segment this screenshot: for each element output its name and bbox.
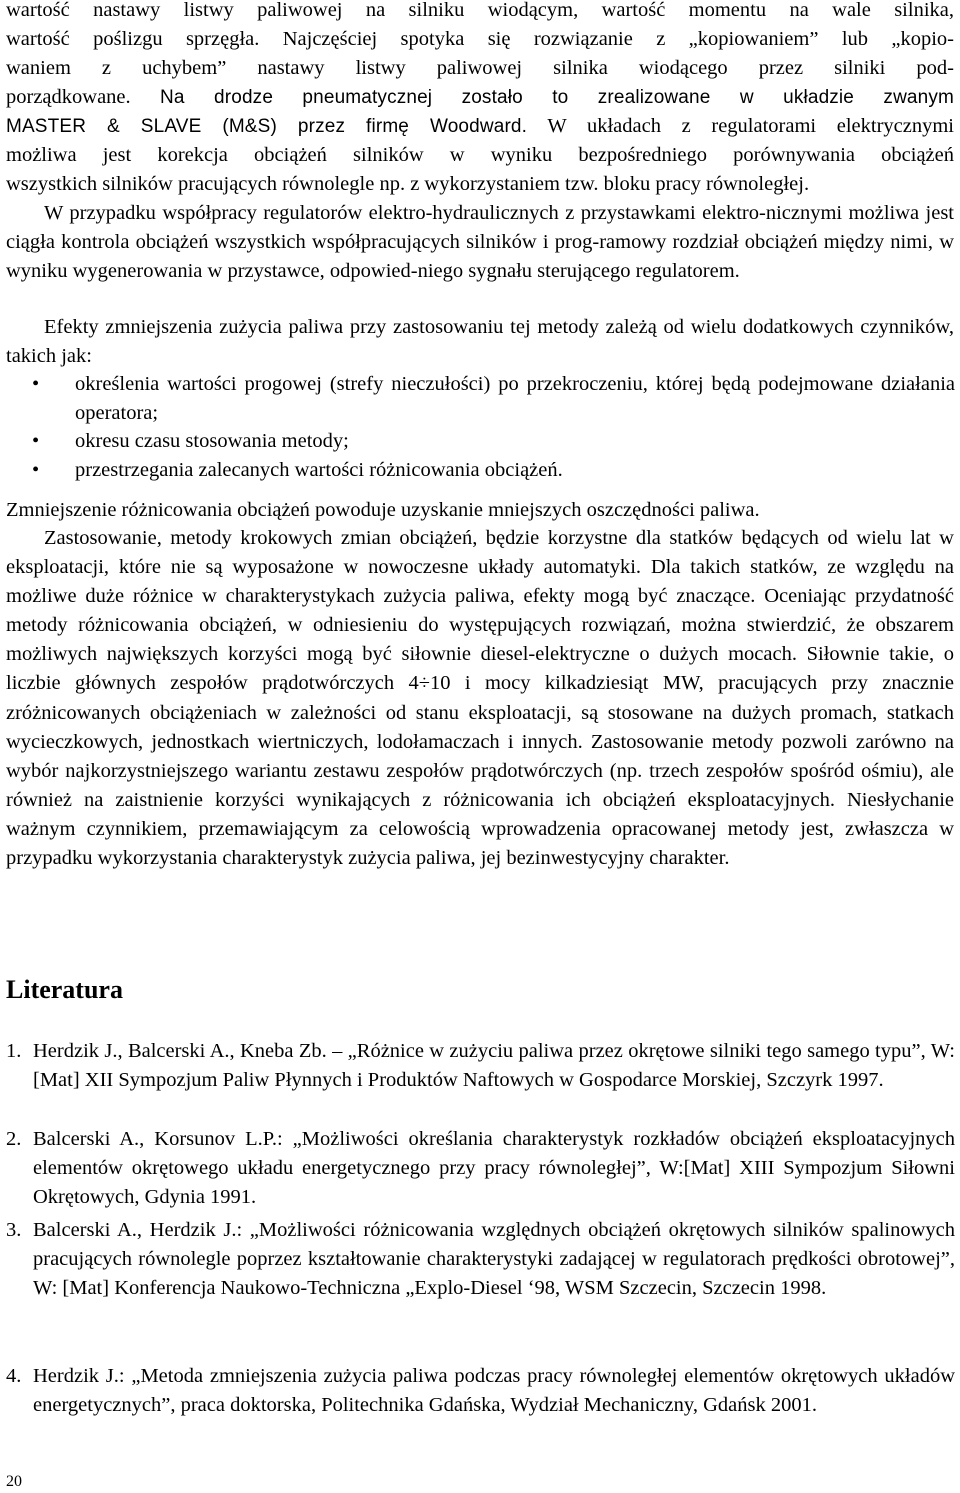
reference-text: Herdzik J., Balcerski A., Kneba Zb. – „Różnice w zużyciu paliwa przez okrętowe silniki tego samego typu”, W: [Mat] XII Sympozjum Paliw Płynnych i Produktów Naftowych w Gospodarce Morskiej, Szczyrk 1997. bbox=[33, 1040, 955, 1092]
paragraph-1-line-5-start: MASTER & SLAVE (M&S) przez firmę Woodward. bbox=[6, 116, 528, 137]
reference-number: 2. bbox=[6, 1128, 22, 1150]
paragraph-3: Efekty zmniejszenia zużycia paliwa przy zastosowaniu tej metody zależą od wielu dodatkowych czynników, takich jak: bbox=[6, 316, 954, 368]
list-item: przestrzegania zalecanych wartości różnicowania obciążeń. bbox=[75, 459, 563, 481]
paragraph-1-line-6: możliwa jest korekcja obciążeń silników w wyniku bezpośredniego porównywania obciążeń bbox=[6, 144, 954, 166]
reference-number: 1. bbox=[6, 1040, 22, 1062]
list-item: okresu czasu stosowania metody; bbox=[75, 430, 349, 452]
reference-text: Balcerski A., Korsunov L.P.: „Możliwości określania charakterystyk rozkładów obciążeń eksploatacyjnych elementów okrętowego układu energetycznego przy pracy równoległej”, W:[Mat] XIII Sympozjum Siłowni Okrętowych, Gdynia 1991. bbox=[33, 1128, 955, 1209]
paragraph-1-line-4-end: Na drodze pneumatycznej zostało to zrealizowane w układzie zwanym bbox=[130, 87, 954, 108]
paragraph-1-line-5 bbox=[6, 112, 954, 141]
page-number: 20 bbox=[6, 1473, 22, 1490]
paragraph-1-line-3: waniem z uchybem” nastawy listwy paliwowej silnika wiodącego przez silniki pod- bbox=[6, 57, 954, 79]
bullet-icon: • bbox=[32, 459, 40, 481]
paragraph-1-line-4 bbox=[6, 83, 954, 112]
reference-text: Herdzik J.: „Metoda zmniejszenia zużycia paliwa podczas pracy równoległej elementów okrętowych układów energetycznych”, praca doktorska, Politechnika Gdańska, Wydział Mechaniczny, Gdańsk 2001. bbox=[33, 1365, 955, 1417]
paragraph-4: Zmniejszenie różnicowania obciążeń powoduje uzyskanie mniejszych oszczędności paliwa. bbox=[6, 499, 760, 521]
paragraph-1-line-2: wartość poślizgu sprzęgła. Najczęściej spotyka się rozwiązanie z „kopiowaniem” lub „kopio- bbox=[6, 28, 954, 50]
paragraph-1-line-7: wszystkich silników pracujących równolegle np. z wykorzystaniem tzw. bloku pracy równoległej. bbox=[6, 173, 810, 195]
paragraph-2: W przypadku współpracy regulatorów elektro-hydraulicznych z przystawkami elektro-nicznymi możliwa jest ciągła kontrola obciążeń wszystkich współpracujących silników i prog-ramowy rozdział obciążeń między nimi, w wyniku wygenerowania w przystawce, odpowied-niego sygnału sterującego regulatorem. bbox=[6, 202, 954, 283]
paragraph-5: Zastosowanie, metody krokowych zmian obciążeń, będzie korzystne dla statków będących od wielu lat w eksploatacji, które nie są wyposażone w nowoczesne układy automatyki. Dla takich statków, ze względu na możliwe duże różnice w charakterystykach zużycia paliwa, efekty mogą być znaczące. Oceniając przydatność metody różnicowania obciążeń, w odniesieniu do występujących rozwiązań, można stwierdzić, że obszarem możliwych największych korzyści mogą być siłownie diesel-elektryczne o dużych mocach. Siłownie takie, o liczbie głównych zespołów prądotwórczych 4÷10 i mocy kilkadziesiąt MW, pracujących przy znacznie zróżnicowanych obciążeniach w zależności od stanu eksploatacji, są stosowane na dużych promach, statkach wycieczkowych, jednostkach wiertniczych, lodołamaczach i innych. Zastosowanie metody pozwoli zarówno na wybór najkorzystniejszego wariantu zestawu zespołów prądotwórczych (np. trzech zespołów spośród ośmiu), ale również na zaistnienie korzyści wynikających z różnicowania ich obciążeń eksploatacyjnych. Niesłychanie ważnym czynnikiem, przemawiającym za celowością wprowadzenia opracowanej metody jest, zwłaszcza w przypadku wykorzystania charakterystyk zużycia paliwa, jej bezinwestycyjny charakter. bbox=[6, 527, 954, 870]
list-item: określenia wartości progowej (strefy nieczułości) po przekroczeniu, której będą podejmowane działania operatora; bbox=[75, 373, 955, 425]
paragraph-1-line-1: wartość nastawy listwy paliwowej na silniku wiodącym, wartość momentu na wale silnika, bbox=[6, 0, 954, 21]
reference-number: 4. bbox=[6, 1365, 22, 1387]
paragraph-1-line-5-end: W układach z regulatorami elektrycznymi bbox=[527, 115, 955, 137]
bullet-icon: • bbox=[32, 430, 40, 452]
paragraph-1-line-4-start: porządkowane. bbox=[6, 86, 131, 108]
reference-number: 3. bbox=[6, 1219, 22, 1241]
section-heading: Literatura bbox=[6, 975, 123, 1004]
reference-text: Balcerski A., Herdzik J.: „Możliwości różnicowania względnych obciążeń okrętowych silników spalinowych pracujących równolegle poprzez kształtowanie charakterystyki zadającej w regulatorach prędkości obrotowej”, W: [Mat] Konferencja Naukowo-Techniczna „Explo-Diesel ‘98, WSM Szczecin, Szczecin 1998. bbox=[33, 1219, 955, 1300]
bullet-icon: • bbox=[32, 373, 40, 395]
